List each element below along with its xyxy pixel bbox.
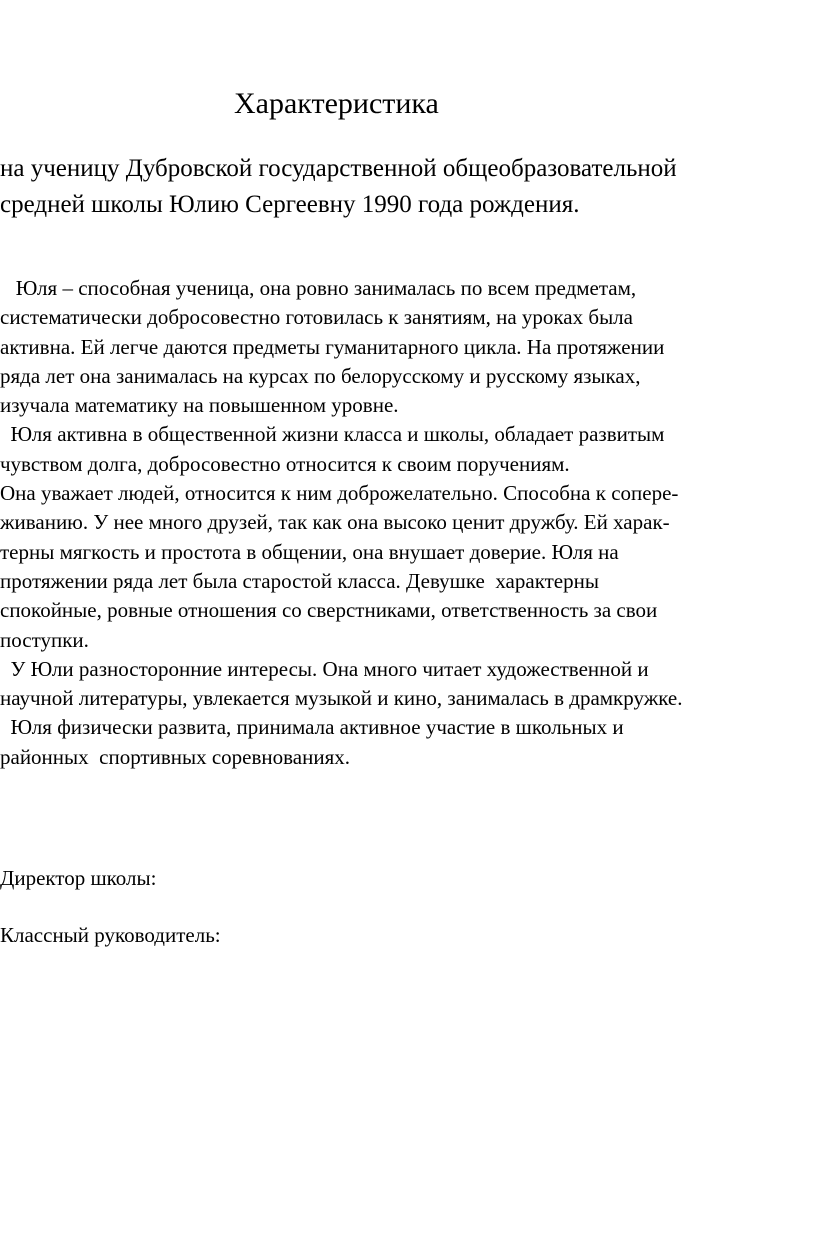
document-subtitle xyxy=(0,151,816,223)
body-line: спокойные, ровные отношения со сверстниками, ответственность за свои xyxy=(0,598,658,623)
body-line: протяжении ряда лет была старостой класса. Девушке характерны xyxy=(0,568,599,593)
subtitle-line: на ученицу Дубровской государственной общеобразовательной xyxy=(0,155,677,182)
class-teacher-signature-label: Классный руководитель: xyxy=(0,923,221,947)
director-signature-label: Директор школы: xyxy=(0,866,157,890)
body-line: Юля – способная ученица, она ровно занималась по всем предметам, xyxy=(0,276,637,300)
body-line: поступки. xyxy=(0,627,89,652)
body-line: ряда лет она занималась на курсах по белорусскому и русскому языках, xyxy=(0,363,641,388)
characteristic-body xyxy=(0,274,816,772)
body-line: систематически добросовестно готовилась к занятиям, на уроках была xyxy=(0,305,633,330)
body-line: чувством долга, добросовестно относится к своим поручениям. xyxy=(0,451,570,476)
body-line: Юля активна в общественной жизни класса и школы, обладает развитым xyxy=(0,422,665,447)
body-line: районных спортивных соревнованиях. xyxy=(0,744,350,769)
body-line: терны мягкость и простота в общении, она внушает доверие. Юля на xyxy=(0,539,619,564)
subtitle-line: средней школы Юлию Сергеевну 1990 года рождения. xyxy=(0,191,580,218)
body-line: научной литературы, увлекается музыкой и кино, занималась в драмкружке. xyxy=(0,686,683,711)
body-line: У Юли разносторонние интересы. Она много читает художественной и xyxy=(0,656,649,681)
body-line: Она уважает людей, относится к ним доброжелательно. Способна к сопере- xyxy=(0,481,679,506)
body-line: активна. Ей легче даются предметы гуманитарного цикла. На протяжении xyxy=(0,334,665,359)
body-line: Юля физически развита, принимала активное участие в школьных и xyxy=(0,715,624,740)
document-title: Характеристика xyxy=(234,87,439,120)
body-line: живанию. У нее много друзей, так как она высоко ценит дружбу. Ей харак- xyxy=(0,510,670,535)
body-line: изучала математику на повышенном уровне. xyxy=(0,393,399,418)
